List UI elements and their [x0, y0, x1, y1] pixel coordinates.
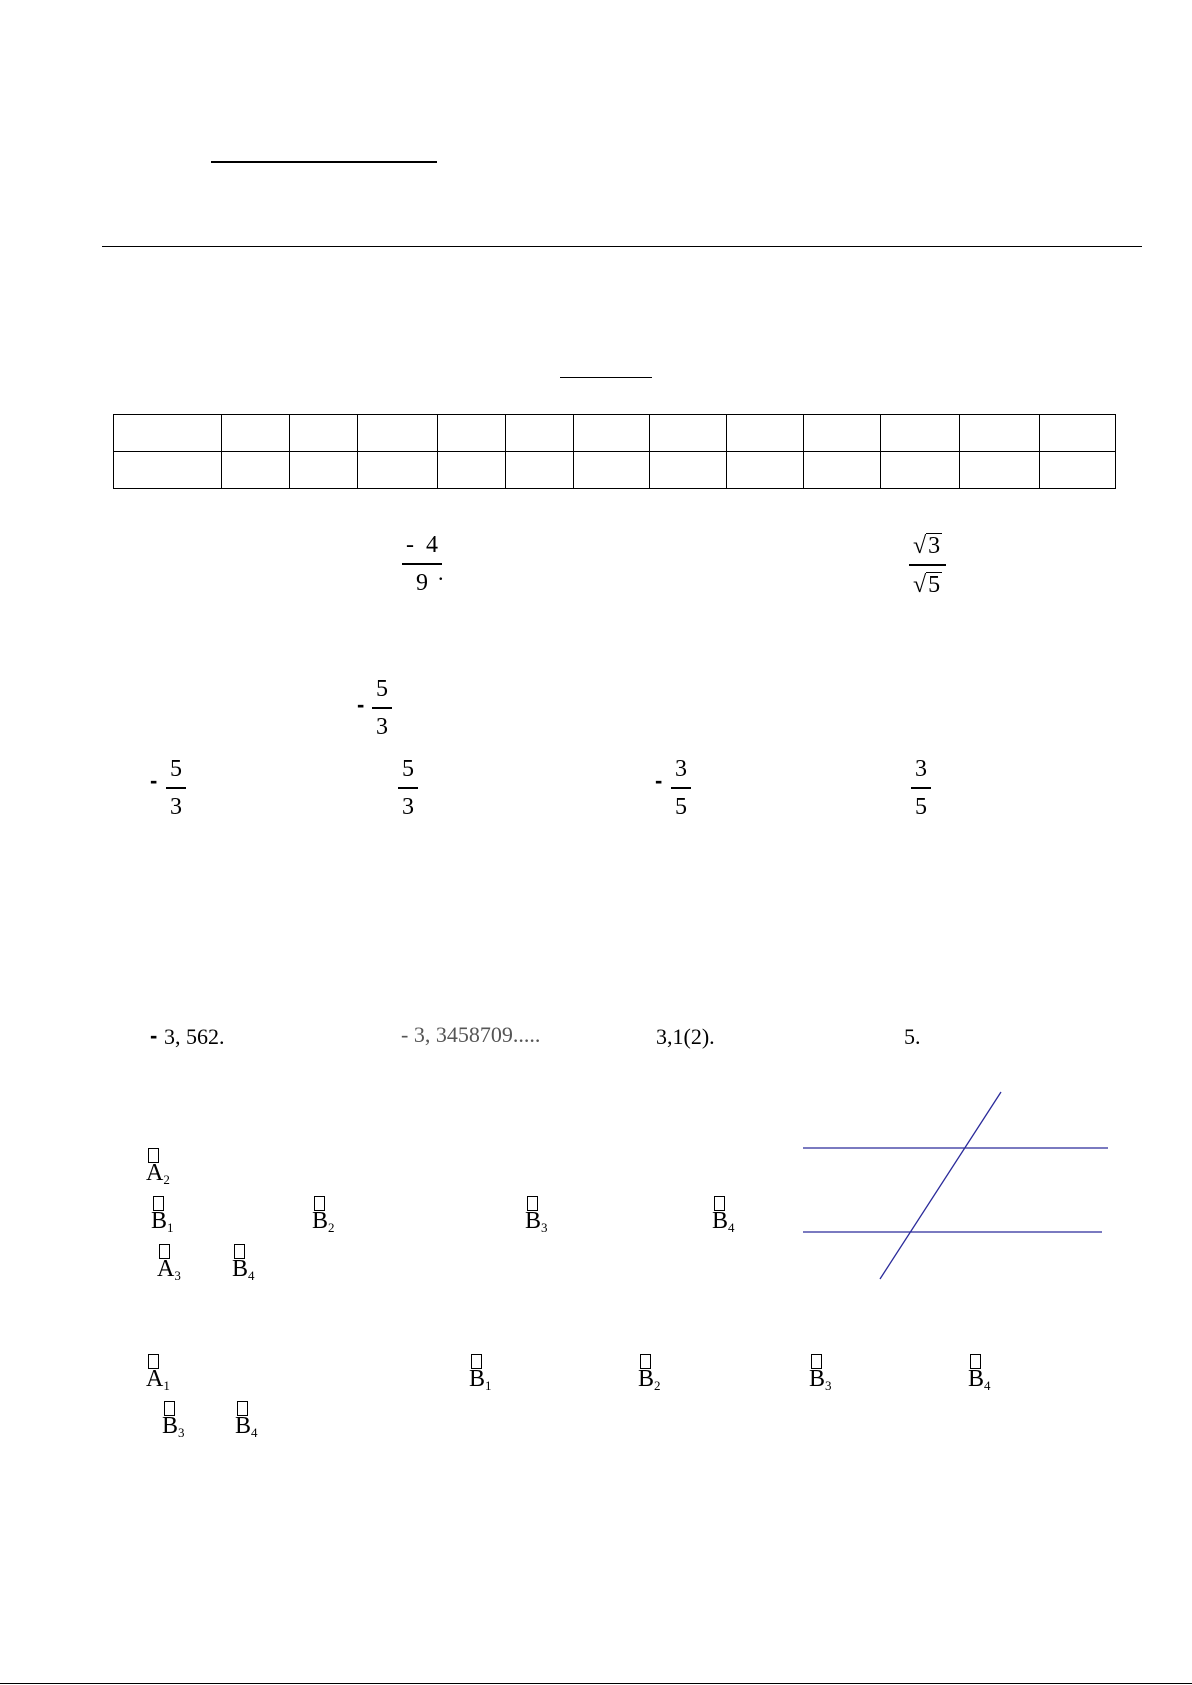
- q5-stem-angle: $A_1$: [146, 1366, 170, 1394]
- answer-cell[interactable]: [358, 415, 438, 452]
- q3-option-b[interactable]: - 3, 3458709.....: [401, 1022, 541, 1047]
- q5-pair-angle-1: $B_3$: [162, 1413, 185, 1441]
- answer-cell[interactable]: [1040, 415, 1116, 452]
- answer-table-row: [114, 452, 1116, 489]
- answer-cell[interactable]: [960, 415, 1040, 452]
- q1-fraction-b: √ 3 √ 5: [909, 533, 946, 597]
- answer-cell[interactable]: [290, 415, 358, 452]
- q2-stem-numerator: 5: [376, 676, 388, 702]
- q1-fraction-a-period: .: [438, 560, 444, 585]
- answer-cell[interactable]: [114, 415, 222, 452]
- q4-stem-angle: $A_2$: [146, 1160, 170, 1188]
- answer-cell[interactable]: [881, 452, 960, 489]
- q2-option-a-sign: -: [150, 768, 158, 793]
- q2-option-c-sign: -: [655, 768, 663, 793]
- answer-cell[interactable]: [574, 415, 650, 452]
- q2-option-b-numerator: 5: [402, 756, 414, 782]
- q4-option-b[interactable]: $B_2$: [312, 1208, 335, 1236]
- answer-cell[interactable]: [727, 415, 804, 452]
- q4-option-a[interactable]: $B_1$: [151, 1208, 174, 1236]
- q2-option-b-denominator: 3: [402, 793, 414, 820]
- answer-cell[interactable]: [438, 415, 506, 452]
- answer-cell[interactable]: [506, 452, 574, 489]
- answer-cell[interactable]: [1040, 452, 1116, 489]
- q2-stem-fraction: [372, 677, 392, 739]
- answer-cell[interactable]: [438, 452, 506, 489]
- answer-cell[interactable]: [358, 452, 438, 489]
- q1-fraction-a-numerator: 4: [426, 532, 438, 558]
- q5-option-c[interactable]: $B_3$: [809, 1366, 832, 1394]
- q2-option-d[interactable]: [911, 757, 931, 819]
- q5-option-b[interactable]: $B_2$: [638, 1366, 661, 1394]
- q1-fraction-a: [402, 533, 442, 595]
- answer-cell[interactable]: [222, 452, 290, 489]
- answer-cell[interactable]: [222, 415, 290, 452]
- q5-option-d[interactable]: $B_4$: [968, 1366, 991, 1394]
- answer-cell[interactable]: [114, 452, 222, 489]
- q2-stem-denominator: 3: [376, 713, 388, 740]
- answer-cell[interactable]: [804, 415, 881, 452]
- q4-pair-angle-2: $B_4$: [232, 1256, 255, 1284]
- header-divider: [102, 246, 1142, 247]
- answer-cell[interactable]: [804, 452, 881, 489]
- q2-option-d-numerator: 3: [915, 756, 927, 782]
- q2-option-a-denominator: 3: [170, 793, 182, 820]
- q3-option-d[interactable]: 5.: [904, 1024, 921, 1049]
- answer-cell[interactable]: [506, 415, 574, 452]
- answer-cell[interactable]: [960, 452, 1040, 489]
- q4-pair-angle-1: $A_3$: [157, 1256, 181, 1284]
- q3-option-c[interactable]: 3,1(2).: [656, 1024, 715, 1049]
- q4-option-d[interactable]: $B_4$: [712, 1208, 735, 1236]
- q4-option-c[interactable]: $B_3$: [525, 1208, 548, 1236]
- title-underline: [560, 377, 652, 378]
- answer-cell[interactable]: [881, 415, 960, 452]
- q2-option-a-numerator: 5: [170, 756, 182, 782]
- q1-fraction-a-sign: -: [406, 532, 414, 558]
- q2-option-c[interactable]: [671, 757, 691, 819]
- transversal-line: [880, 1092, 1001, 1279]
- q5-pair-angle-2: $B_4$: [235, 1413, 258, 1441]
- q1-fraction-a-denominator: 9: [416, 569, 428, 596]
- answer-cell[interactable]: [650, 415, 727, 452]
- q2-option-c-numerator: 3: [675, 756, 687, 782]
- q2-stem-sign: -: [357, 692, 365, 717]
- q2-option-d-denominator: 5: [915, 793, 927, 820]
- answer-table: [113, 414, 1116, 489]
- q3-option-a-sign: -: [150, 1023, 158, 1048]
- q2-option-c-denominator: 5: [675, 793, 687, 820]
- q2-option-a[interactable]: [166, 757, 186, 819]
- footer-divider: [0, 1683, 1192, 1684]
- q3-option-a[interactable]: 3, 562.: [164, 1024, 225, 1049]
- name-underline: [211, 161, 437, 163]
- answer-cell[interactable]: [574, 452, 650, 489]
- answer-cell[interactable]: [727, 452, 804, 489]
- q2-option-b[interactable]: [398, 757, 418, 819]
- q1-fraction-b-numerator: 3: [928, 533, 941, 559]
- answer-table-row: [114, 415, 1116, 452]
- answer-cell[interactable]: [650, 452, 727, 489]
- answer-cell[interactable]: [290, 452, 358, 489]
- q5-option-a[interactable]: $B_1$: [469, 1366, 492, 1394]
- q1-fraction-b-denominator: 5: [928, 571, 941, 598]
- parallel-lines-figure: [796, 1085, 1112, 1285]
